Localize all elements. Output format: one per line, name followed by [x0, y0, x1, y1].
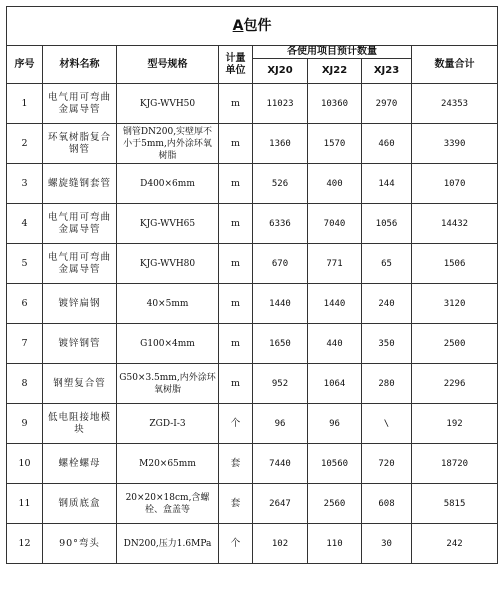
cell-qty-xj22: 440	[308, 324, 362, 364]
cell-qty-total: 5815	[412, 484, 498, 524]
cell-qty-xj20: 526	[253, 164, 308, 204]
cell-spec: G50×3.5mm,内外涂环氧树脂	[117, 364, 219, 404]
cell-unit: m	[219, 164, 253, 204]
cell-qty-xj20: 1650	[253, 324, 308, 364]
cell-spec: 钢管DN200,实壁厚不小于5mm,内外涂环氧树脂	[117, 124, 219, 164]
cell-unit: m	[219, 124, 253, 164]
cell-unit: 套	[219, 444, 253, 484]
table-row	[7, 524, 498, 564]
header-index: 序号	[7, 46, 43, 84]
table-row	[7, 244, 498, 284]
cell-index: 1	[7, 84, 43, 124]
table-row	[7, 284, 498, 324]
cell-qty-xj23: 1056	[362, 204, 412, 244]
cell-qty-xj23: 280	[362, 364, 412, 404]
header-project-xj22: XJ22	[308, 59, 362, 84]
title-letter: A	[232, 18, 244, 34]
cell-qty-xj20: 102	[253, 524, 308, 564]
cell-qty-total: 18720	[412, 444, 498, 484]
table-title	[7, 7, 498, 46]
cell-qty-total: 2500	[412, 324, 498, 364]
cell-qty-xj22: 2560	[308, 484, 362, 524]
cell-material-name: 镀锌扁钢	[43, 284, 117, 324]
cell-qty-total: 14432	[412, 204, 498, 244]
cell-spec: D400×6mm	[117, 164, 219, 204]
cell-qty-total: 3120	[412, 284, 498, 324]
cell-qty-xj22: 10360	[308, 84, 362, 124]
cell-unit: m	[219, 324, 253, 364]
cell-unit: m	[219, 244, 253, 284]
cell-qty-total: 24353	[412, 84, 498, 124]
cell-material-name: 电气用可弯曲金属导管	[43, 204, 117, 244]
cell-unit: m	[219, 364, 253, 404]
cell-index: 4	[7, 204, 43, 244]
cell-qty-total: 1506	[412, 244, 498, 284]
cell-material-name: 钢质底盒	[43, 484, 117, 524]
table-row	[7, 84, 498, 124]
cell-material-name: 90°弯头	[43, 524, 117, 564]
cell-qty-xj23: 460	[362, 124, 412, 164]
cell-qty-xj20: 7440	[253, 444, 308, 484]
cell-qty-xj20: 1360	[253, 124, 308, 164]
header-estimate-group: 各使用项目预计数量	[253, 46, 412, 59]
header-unit: 计量单位	[219, 46, 253, 84]
cell-index: 8	[7, 364, 43, 404]
cell-qty-xj20: 1440	[253, 284, 308, 324]
table-row	[7, 364, 498, 404]
cell-spec: 20×20×18cm,含螺栓、盒盖等	[117, 484, 219, 524]
cell-material-name: 电气用可弯曲金属导管	[43, 244, 117, 284]
cell-material-name: 螺栓螺母	[43, 444, 117, 484]
cell-unit: 个	[219, 404, 253, 444]
cell-qty-xj22: 96	[308, 404, 362, 444]
cell-qty-xj20: 952	[253, 364, 308, 404]
title-row	[7, 7, 498, 46]
cell-qty-total: 1070	[412, 164, 498, 204]
table-row	[7, 204, 498, 244]
cell-unit: 套	[219, 484, 253, 524]
cell-qty-xj22: 10560	[308, 444, 362, 484]
table-row	[7, 124, 498, 164]
cell-unit: 个	[219, 524, 253, 564]
cell-index: 5	[7, 244, 43, 284]
cell-spec: KJG-WVH65	[117, 204, 219, 244]
title-text: 包件	[243, 18, 272, 34]
cell-qty-xj23: 720	[362, 444, 412, 484]
cell-qty-xj23: 144	[362, 164, 412, 204]
table-row	[7, 484, 498, 524]
cell-qty-xj20: 11023	[253, 84, 308, 124]
cell-qty-xj23: \	[362, 404, 412, 444]
cell-qty-xj23: 608	[362, 484, 412, 524]
cell-spec: KJG-WVH50	[117, 84, 219, 124]
table-row	[7, 164, 498, 204]
header-project-xj23: XJ23	[362, 59, 412, 84]
cell-qty-xj23: 2970	[362, 84, 412, 124]
cell-qty-total: 192	[412, 404, 498, 444]
cell-qty-xj20: 670	[253, 244, 308, 284]
cell-qty-xj22: 771	[308, 244, 362, 284]
cell-qty-xj23: 240	[362, 284, 412, 324]
header-total: 数量合计	[412, 46, 498, 84]
cell-material-name: 钢塑复合管	[43, 364, 117, 404]
cell-spec: G100×4mm	[117, 324, 219, 364]
header-spec: 型号规格	[117, 46, 219, 84]
materials-table	[6, 6, 498, 564]
header-name: 材料名称	[43, 46, 117, 84]
cell-index: 6	[7, 284, 43, 324]
cell-qty-xj22: 7040	[308, 204, 362, 244]
header-row-1	[7, 46, 498, 59]
table-row	[7, 444, 498, 484]
cell-qty-total: 242	[412, 524, 498, 564]
cell-unit: m	[219, 204, 253, 244]
cell-qty-xj22: 1440	[308, 284, 362, 324]
cell-qty-xj22: 400	[308, 164, 362, 204]
cell-qty-xj23: 65	[362, 244, 412, 284]
cell-qty-xj20: 96	[253, 404, 308, 444]
cell-qty-xj22: 110	[308, 524, 362, 564]
cell-qty-xj20: 6336	[253, 204, 308, 244]
cell-unit: m	[219, 84, 253, 124]
cell-index: 2	[7, 124, 43, 164]
header-project-xj20: XJ20	[253, 59, 308, 84]
cell-spec: DN200,压力1.6MPa	[117, 524, 219, 564]
table-row	[7, 404, 498, 444]
cell-qty-xj22: 1064	[308, 364, 362, 404]
cell-index: 10	[7, 444, 43, 484]
cell-spec: ZGD-I-3	[117, 404, 219, 444]
materials-sheet	[6, 6, 497, 594]
cell-qty-xj20: 2647	[253, 484, 308, 524]
cell-material-name: 螺旋缝钢套管	[43, 164, 117, 204]
cell-qty-xj23: 350	[362, 324, 412, 364]
cell-qty-total: 2296	[412, 364, 498, 404]
cell-index: 9	[7, 404, 43, 444]
table-row	[7, 324, 498, 364]
cell-material-name: 环氧树脂复合钢管	[43, 124, 117, 164]
cell-unit: m	[219, 284, 253, 324]
cell-material-name: 电气用可弯曲金属导管	[43, 84, 117, 124]
cell-spec: M20×65mm	[117, 444, 219, 484]
cell-qty-xj22: 1570	[308, 124, 362, 164]
cell-index: 11	[7, 484, 43, 524]
cell-index: 3	[7, 164, 43, 204]
cell-qty-total: 3390	[412, 124, 498, 164]
cell-index: 7	[7, 324, 43, 364]
cell-material-name: 镀锌钢管	[43, 324, 117, 364]
cell-index: 12	[7, 524, 43, 564]
cell-spec: 40×5mm	[117, 284, 219, 324]
cell-spec: KJG-WVH80	[117, 244, 219, 284]
cell-material-name: 低电阻接地模块	[43, 404, 117, 444]
cell-qty-xj23: 30	[362, 524, 412, 564]
